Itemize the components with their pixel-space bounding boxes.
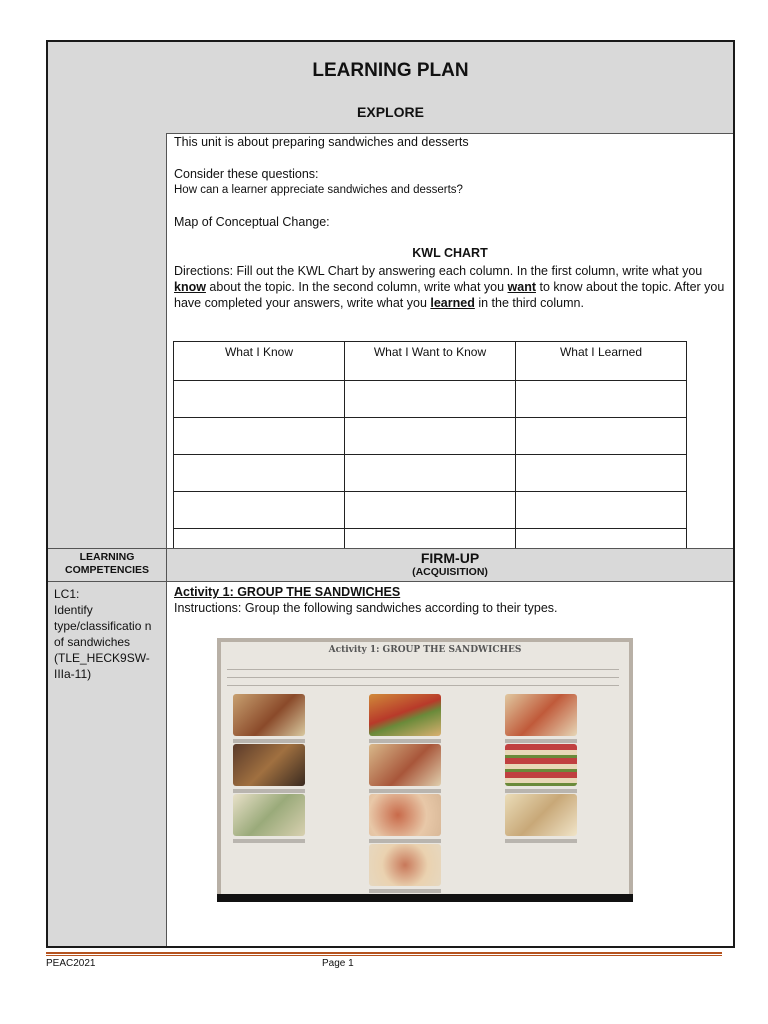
- want-emphasis: want: [507, 280, 536, 294]
- kwl-header-learned: What I Learned: [516, 342, 687, 381]
- kwl-cell[interactable]: [345, 418, 516, 455]
- sandwich-image: [369, 694, 441, 736]
- firmup-band: [48, 548, 733, 582]
- kwl-title: KWL CHART: [412, 246, 488, 260]
- sandwich-image: [233, 794, 305, 836]
- image-caption: [369, 839, 441, 843]
- lc1-text: Identify type/classificatio n of sandwiches (TLE_HECK9SW-IIIa-11): [54, 603, 152, 681]
- lc1-label: LC1:: [54, 587, 80, 601]
- kwl-cell[interactable]: [516, 455, 687, 492]
- kwl-header-want: What I Want to Know: [345, 342, 516, 381]
- kwl-row: [174, 492, 687, 529]
- kwl-cell[interactable]: [174, 492, 345, 529]
- intro-text: This unit is about preparing sandwiches and desserts: [174, 135, 469, 149]
- firmup-heading: [167, 549, 733, 578]
- sandwich-worksheet-photo: [217, 638, 633, 902]
- image-caption: [505, 789, 577, 793]
- worksheet-title: Activity 1: GROUP THE SANDWICHES: [328, 645, 522, 655]
- sandwich-image: [233, 694, 305, 736]
- kwl-header-know: What I Know: [174, 342, 345, 381]
- kwl-cell[interactable]: [516, 381, 687, 418]
- worksheet-directions: [227, 664, 619, 688]
- sandwich-image: [369, 844, 441, 886]
- kwl-row: [174, 455, 687, 492]
- worksheet-sheet: [221, 642, 629, 894]
- learning-plan-frame: [46, 40, 735, 948]
- learning-competencies-label: LEARNING COMPETENCIES: [48, 549, 167, 581]
- sandwich-image: [369, 744, 441, 786]
- image-caption: [233, 839, 305, 843]
- sandwich-image: [505, 744, 577, 786]
- kwl-cell[interactable]: [516, 418, 687, 455]
- firmup-title: FIRM-UP: [420, 550, 480, 566]
- footer-rule-thin: [46, 955, 722, 956]
- image-caption: [369, 789, 441, 793]
- directions-text: Directions: Fill out the KWL Chart by answering each column. In the first column, write what you know about the topic. In the second column, write what you want to know about the topic. After you have completed your answers, write what you learned in the third column.: [174, 264, 725, 310]
- explore-content: [167, 133, 733, 548]
- kwl-row: [174, 418, 687, 455]
- image-caption: [505, 839, 577, 843]
- map-text: Map of Conceptual Change:: [174, 215, 330, 229]
- explore-left-column: [48, 133, 167, 548]
- consider-text: Consider these questions:: [174, 167, 319, 181]
- competency-column: [48, 582, 167, 946]
- kwl-cell[interactable]: [174, 418, 345, 455]
- kwl-header-row: [174, 342, 687, 381]
- footer-rule: [46, 952, 722, 954]
- question-text: How can a learner appreciate sandwiches and desserts?: [174, 184, 463, 196]
- activity-content: [167, 582, 733, 946]
- firmup-subtitle: (ACQUISITION): [412, 566, 488, 578]
- page-number: Page 1: [322, 958, 354, 969]
- sandwich-image: [369, 794, 441, 836]
- activity-title: Activity 1: GROUP THE SANDWICHES: [174, 585, 401, 599]
- section-subtitle: EXPLORE: [357, 104, 424, 120]
- lc1-block: [54, 586, 162, 682]
- kwl-row: [174, 381, 687, 418]
- sandwich-image: [233, 744, 305, 786]
- page-title: LEARNING PLAN: [312, 60, 469, 81]
- kwl-cell[interactable]: [345, 381, 516, 418]
- image-caption: [369, 889, 441, 893]
- image-caption: [505, 739, 577, 743]
- photo-bottom-bar: [217, 894, 633, 902]
- kwl-cell[interactable]: [516, 492, 687, 529]
- activity-instructions: Instructions: Group the following sandwiches according to their types.: [174, 601, 558, 615]
- image-caption: [233, 739, 305, 743]
- header: [48, 42, 733, 134]
- know-emphasis: know: [174, 280, 206, 294]
- sandwich-image: [505, 794, 577, 836]
- kwl-table: [173, 341, 687, 566]
- footer-left: PEAC2021: [46, 958, 96, 969]
- learned-emphasis: learned: [430, 296, 475, 310]
- image-caption: [233, 789, 305, 793]
- kwl-cell[interactable]: [345, 455, 516, 492]
- kwl-cell[interactable]: [174, 455, 345, 492]
- kwl-cell[interactable]: [174, 381, 345, 418]
- image-caption: [369, 739, 441, 743]
- sandwich-image: [505, 694, 577, 736]
- kwl-cell[interactable]: [345, 492, 516, 529]
